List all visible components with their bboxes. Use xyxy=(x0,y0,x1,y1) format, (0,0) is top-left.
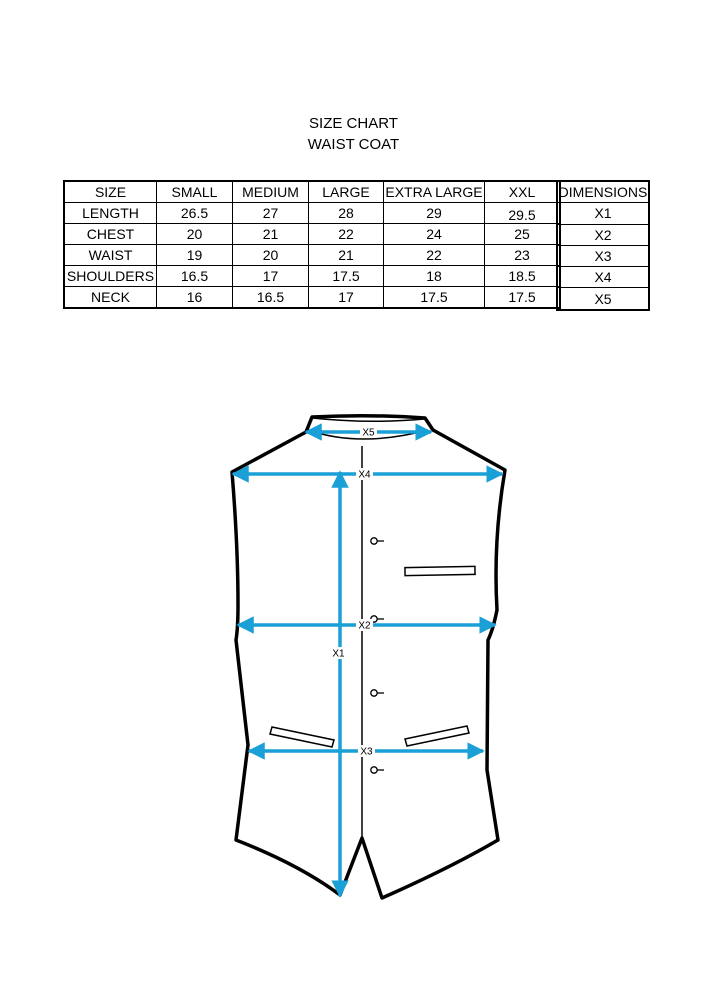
table-cell: 28 xyxy=(309,203,384,224)
table-cell: 18.5 xyxy=(485,266,561,287)
row-label: CHEST xyxy=(64,224,157,245)
table-cell: 23 xyxy=(485,245,561,266)
dimension-item: X2 xyxy=(557,224,649,245)
table-cell: 20 xyxy=(157,224,233,245)
column-header: EXTRA LARGE xyxy=(384,181,485,203)
row-label: SHOULDERS xyxy=(64,266,157,287)
table-cell: 19 xyxy=(157,245,233,266)
table-cell: 17.5 xyxy=(485,287,561,309)
table-cell: 16 xyxy=(157,287,233,309)
table-cell: 29 xyxy=(384,203,485,224)
table-cell: 22 xyxy=(309,224,384,245)
button-icon xyxy=(371,538,384,544)
table-cell: 25 xyxy=(485,224,561,245)
column-header: MEDIUM xyxy=(233,181,309,203)
dimensions-header: DIMENSIONS xyxy=(557,181,649,203)
table-cell: 20 xyxy=(233,245,309,266)
table-cell: 16.5 xyxy=(233,287,309,309)
waistcoat-outline xyxy=(232,416,505,898)
right-pocket xyxy=(405,726,469,746)
table-cell: 26.5 xyxy=(157,203,233,224)
table-cell: 21 xyxy=(233,224,309,245)
row-label: NECK xyxy=(64,287,157,309)
button-icon xyxy=(371,690,384,696)
row-label: LENGTH xyxy=(64,203,157,224)
row-label: WAIST xyxy=(64,245,157,266)
x3-label: X3 xyxy=(360,746,373,758)
page-title: SIZE CHART xyxy=(309,115,398,132)
dimension-item: X5 xyxy=(557,288,649,310)
chest-pocket xyxy=(405,566,475,575)
left-pocket xyxy=(270,727,334,747)
table-cell: 27 xyxy=(233,203,309,224)
page-subtitle: WAIST COAT xyxy=(307,136,400,153)
table-cell: 18 xyxy=(384,266,485,287)
dimension-item: X1 xyxy=(557,203,649,224)
dimension-item: X3 xyxy=(557,245,649,266)
column-header: SMALL xyxy=(157,181,233,203)
table-cell: 16.5 xyxy=(157,266,233,287)
column-header: XXL xyxy=(485,181,561,203)
dimension-item: X4 xyxy=(557,267,649,288)
table-cell: 21 xyxy=(309,245,384,266)
table-cell: 17.5 xyxy=(309,266,384,287)
column-header: SIZE xyxy=(64,181,157,203)
column-header: LARGE xyxy=(309,181,384,203)
table-cell: 17.5 xyxy=(384,287,485,309)
x1-label: X1 xyxy=(332,648,345,660)
x5-label: X5 xyxy=(362,427,375,439)
table-cell: 24 xyxy=(384,224,485,245)
table-cell: 22 xyxy=(384,245,485,266)
button-icon xyxy=(371,767,384,773)
table-cell: 17 xyxy=(309,287,384,309)
x2-label: X2 xyxy=(358,620,371,632)
table-cell: 29.5 xyxy=(485,203,561,224)
table-cell: 17 xyxy=(233,266,309,287)
x4-label: X4 xyxy=(358,469,371,481)
